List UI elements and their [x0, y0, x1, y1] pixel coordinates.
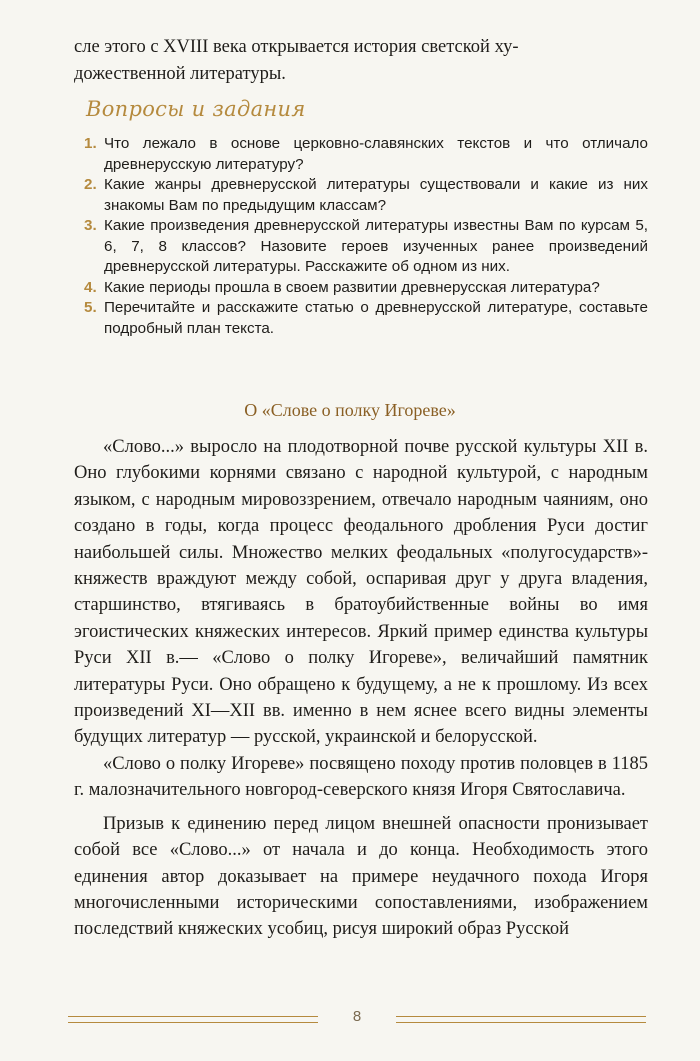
question-item: [84, 175, 648, 216]
question-item: [84, 216, 648, 278]
article-body: [74, 434, 648, 943]
intro-text: [74, 34, 646, 88]
intro-line-1: сле этого с XVIII века открывается история светской ху-: [74, 37, 519, 57]
question-number: 5.: [84, 299, 97, 316]
paragraph-3: Призыв к единению перед лицом внешней опасности пронизывает собой все «Слово...» от начала и до конца. Необходимость этого единения автор доказывает на примере неудачного похода Игоря многочисленными историческими сопоставлениями, изображением последствий княжеских усобиц, рисуя широкий образ Русской: [74, 813, 648, 940]
paragraph-1: «Слово...» выросло на плодотворной почве русской культуры XII в. Оно глубокими корнями связано с народной культурой, с народным языком, с народным мировоззрением, отвечало народным чаяниям, оно создано в годы, когда процесс феодального дробления Руси достиг наибольшей силы. Множество мелких феодальных «полугосударств»-княжеств враждуют между собой, оспаривая друг у друга владения, старшинство, втягиваясь в братоубийственные войны во имя эгоистических княжеских интересов. Яркий пример единства культуры Руси XII в.— «Слово о полку Игореве», величайший памятник литературы Руси. Оно обращено к будущему, а не к прошлому. Из всех произведений XI—XII вв. именно в нем яснее всего видны элементы будущих литератур — русской, украинской и белорусской.: [74, 437, 648, 748]
section-title: О «Слове о полку Игореве»: [244, 400, 456, 420]
questions-list: [84, 134, 648, 339]
question-item: [84, 278, 648, 299]
paragraph-2: «Слово о полку Игореве» посвящено походу против половцев в 1185 г. малозначительного новгород-северского князя Игоря Святославича.: [74, 753, 648, 801]
question-text: Перечитайте и расскажите статью о древнерусской литературе, составьте подробный план текста.: [104, 299, 648, 337]
intro-line-2: дожественной литературы.: [74, 64, 286, 84]
question-text: Какие периоды прошла в своем развитии древнерусская литература?: [104, 278, 600, 296]
question-item: [84, 298, 648, 339]
question-text: Какие произведения древнерусской литературы известны Вам по курсам 5, 6, 7, 8 классов? Назовите героев изученных ранее произведений древнерусской литературы. Расскажите об одном из них.: [104, 217, 648, 275]
question-text: Что лежало в основе церковно-славянских текстов и что отличало древнерусскую литературу?: [104, 135, 648, 173]
question-text: Какие жанры древнерусской литературы существовали и какие из них знакомы Вам по предыдущим классам?: [104, 176, 648, 214]
question-number: 1.: [84, 135, 97, 152]
question-number: 3.: [84, 217, 97, 234]
footer-rule-right: [396, 1016, 646, 1023]
page-number: 8: [352, 1008, 362, 1025]
questions-heading: Вопросы и задания: [86, 97, 306, 121]
question-number: 2.: [84, 176, 97, 193]
question-number: 4.: [84, 278, 97, 296]
question-item: [84, 134, 648, 175]
page-footer: [68, 1008, 646, 1034]
